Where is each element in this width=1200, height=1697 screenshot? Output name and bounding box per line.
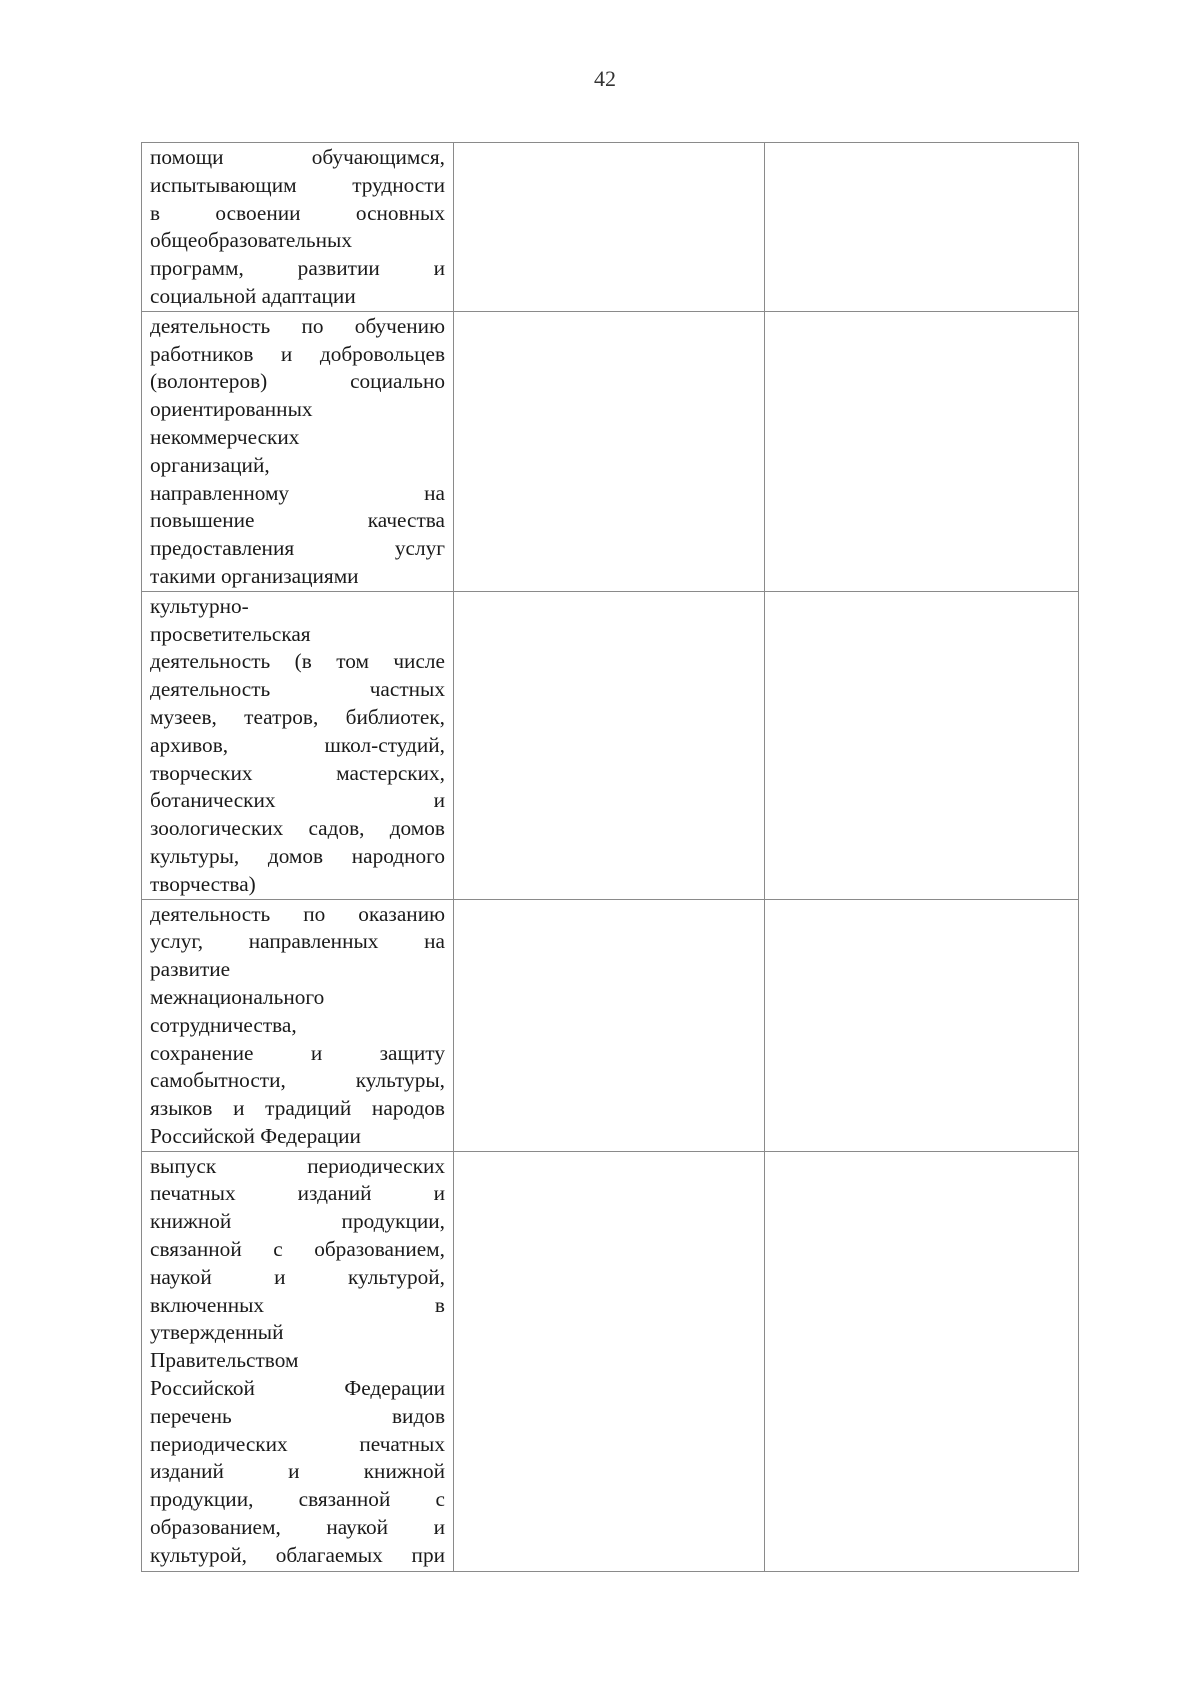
text-line: направленному на (150, 480, 445, 505)
table-row (142, 591, 1079, 899)
text-line: деятельность по обучению (150, 313, 445, 338)
empty-cell-column-2 (454, 311, 765, 591)
text-line: такими организациями (150, 563, 359, 588)
text-line: творчества) (150, 871, 256, 896)
activity-description-text (142, 592, 453, 899)
activity-description-text (142, 143, 453, 311)
text-line: сохранение и защиту (150, 1040, 445, 1065)
text-line: деятельность по оказанию (150, 901, 445, 926)
text-line: образованием, наукой и (150, 1515, 445, 1540)
activity-description-cell (142, 1151, 454, 1571)
empty-cell-column-3 (765, 899, 1079, 1151)
text-line: зоологических садов, домов (150, 816, 445, 841)
activities-table (141, 142, 1079, 1572)
text-line: утвержденный (150, 1320, 284, 1345)
text-line: выпуск периодических (150, 1153, 445, 1178)
text-line: социальной адаптации (150, 283, 356, 308)
table-row (142, 1151, 1079, 1571)
text-line: культуры, домов народного (150, 843, 445, 868)
text-line: испытывающим трудности (150, 172, 445, 197)
empty-cell-column-2 (454, 143, 765, 312)
text-line: языков и традиций народов (150, 1096, 445, 1121)
text-line: общеобразовательных (150, 228, 352, 253)
activity-description-text (142, 312, 453, 591)
activity-description-cell (142, 311, 454, 591)
text-line: печатных изданий и (150, 1181, 445, 1206)
text-line: в освоении основных (150, 200, 445, 225)
activity-description-text (142, 1152, 453, 1570)
empty-cell-column-3 (765, 143, 1079, 312)
text-line: повышение качества (150, 508, 445, 533)
activity-description-cell (142, 899, 454, 1151)
text-line: сотрудничества, (150, 1012, 297, 1037)
table-row (142, 143, 1079, 312)
text-line: деятельность (в том числе (150, 649, 445, 674)
text-line: Российской Федерации (150, 1123, 361, 1148)
activity-description-cell (142, 591, 454, 899)
text-line: ориентированных (150, 397, 313, 422)
text-line: некоммерческих (150, 424, 300, 449)
text-line: творческих мастерских, (150, 760, 445, 785)
text-line: предоставления услуг (150, 536, 445, 561)
text-line: перечень видов (150, 1403, 445, 1428)
text-line: продукции, связанной с (150, 1487, 445, 1512)
empty-cell-column-2 (454, 591, 765, 899)
page-number: 42 (594, 66, 616, 91)
text-line: (волонтеров) социально (150, 369, 445, 394)
text-line: помощи обучающимся, (150, 145, 445, 169)
empty-cell-column-3 (765, 1151, 1079, 1571)
activity-description-cell (142, 143, 454, 312)
empty-cell-column-2 (454, 1151, 765, 1571)
text-line: работников и добровольцев (150, 341, 445, 366)
text-line: связанной с образованием, (150, 1237, 445, 1262)
text-line: межнационального (150, 984, 325, 1009)
text-line: архивов, школ-студий, (150, 732, 445, 757)
text-line: культурно- (150, 593, 249, 618)
text-line: развитие (150, 957, 231, 982)
text-line: ботанических и (150, 788, 445, 813)
text-line: услуг, направленных на (150, 929, 445, 954)
activity-description-text (142, 900, 453, 1151)
text-line: культурой, облагаемых при (150, 1542, 445, 1567)
text-line: деятельность частных (150, 677, 445, 702)
empty-cell-column-2 (454, 899, 765, 1151)
text-line: изданий и книжной (150, 1459, 445, 1484)
table-row (142, 899, 1079, 1151)
table-row (142, 311, 1079, 591)
text-line: программ, развитии и (150, 256, 445, 281)
text-line: наукой и культурой, (150, 1264, 445, 1289)
table-body (142, 143, 1079, 1572)
empty-cell-column-3 (765, 311, 1079, 591)
text-line: книжной продукции, (150, 1209, 445, 1234)
text-line: Правительством (150, 1348, 299, 1373)
empty-cell-column-3 (765, 591, 1079, 899)
text-line: периодических печатных (150, 1431, 445, 1456)
text-line: просветительская (150, 621, 311, 646)
text-line: самобытности, культуры, (150, 1068, 445, 1093)
text-line: музеев, театров, библиотек, (150, 704, 445, 729)
text-line: организаций, (150, 452, 270, 477)
text-line: включенных в (150, 1292, 445, 1317)
text-line: Российской Федерации (150, 1376, 445, 1401)
